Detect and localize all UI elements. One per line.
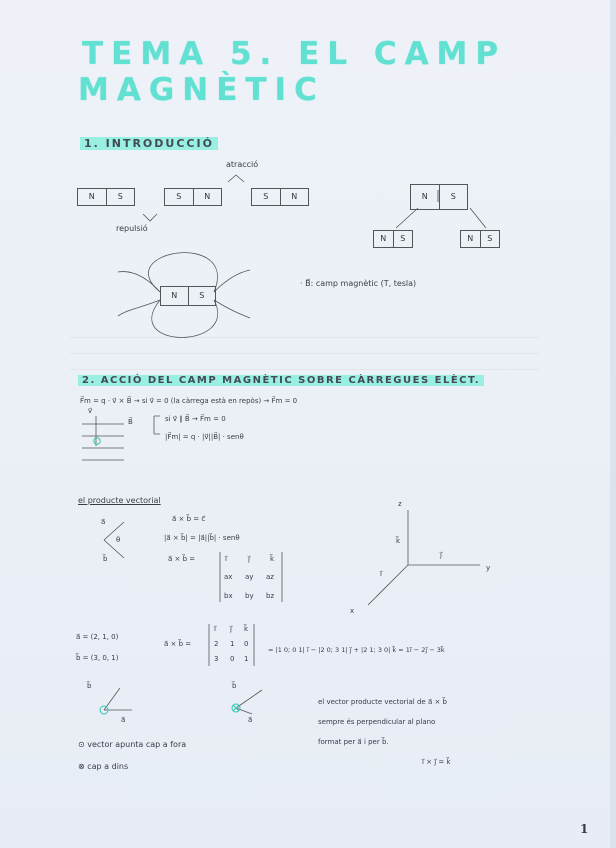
axis-x-label: x	[350, 607, 355, 615]
magnet-pole: S	[252, 189, 281, 205]
page-number: 1	[580, 822, 589, 836]
attraction-mark	[228, 175, 244, 182]
det-cell: 0	[244, 640, 249, 648]
magnet-pole: S	[450, 192, 456, 201]
det-cell: 0	[230, 655, 235, 663]
det-cell: 1	[244, 655, 249, 663]
axis-j-label: j⃗	[440, 551, 442, 559]
dot-out-icon	[94, 438, 100, 444]
legend-in: ⊗ cap a dins	[78, 762, 129, 771]
det-cell: 1	[230, 640, 235, 648]
det-cell: 3	[214, 655, 219, 663]
lorentz-formula: F⃗m = q · v⃗ × B⃗ → si v⃗ = 0 (la càrrega està en repòs) → F⃗m = 0	[80, 397, 298, 405]
field-line	[118, 300, 160, 316]
velocity-label: v⃗	[88, 407, 93, 415]
example-a: a⃗ = (2, 1, 0)	[76, 633, 119, 641]
det-cell: az	[266, 573, 274, 581]
magnet-pole: S	[199, 291, 205, 300]
force-modulus: |F⃗m| = q · |v⃗||B⃗| · senθ	[165, 433, 244, 441]
section2-heading: 2. ACCIÓ DEL CAMP MAGNÈTIC SOBRE CÀRREGUES ELÈCT.	[78, 375, 484, 386]
theta-label: θ	[116, 536, 121, 544]
det-cell: by	[245, 592, 254, 600]
det-cell: k⃗	[244, 625, 249, 633]
note-line1: el vector producte vectorial de a⃗ × b⃗	[318, 698, 447, 706]
legend-b-label: b⃗	[87, 682, 92, 690]
magnet-pole: N	[411, 185, 440, 209]
det-cell: k⃗	[270, 555, 275, 563]
cross-def: a⃗ × b⃗ = c⃗	[172, 515, 206, 523]
magnet-pole: S	[400, 234, 406, 243]
case-bracket	[154, 416, 160, 434]
magnet-pole: S	[487, 234, 493, 243]
field-note: · B⃗: camp magnètic (T, tesla)	[300, 279, 417, 288]
legend-b2-label: b⃗	[232, 682, 237, 690]
identity: i⃗ × j⃗ = k⃗	[422, 758, 451, 766]
field-line	[118, 272, 160, 292]
field-line	[152, 300, 218, 338]
field-line	[214, 300, 250, 318]
example-b: b⃗ = (3, 0, 1)	[76, 654, 119, 662]
note-line3: format per a⃗ i per b⃗.	[318, 738, 389, 746]
det-cell: 2	[214, 640, 219, 648]
page-title-line1: TEMA 5. EL CAMP	[82, 36, 507, 72]
det-cell: j⃗	[230, 625, 232, 633]
det-cell: j⃗	[248, 555, 250, 563]
vector-a-arrow	[104, 522, 124, 540]
cross-modulus: |a⃗ × b⃗| = |a⃗||b⃗| · senθ	[164, 534, 240, 542]
magnet-pole: N	[78, 189, 107, 205]
axis-y-label: y	[486, 564, 491, 572]
det-cell: bx	[224, 592, 233, 600]
det-cell: i⃗	[225, 555, 227, 563]
vector-b-label: b⃗	[103, 555, 108, 563]
field-line	[148, 253, 217, 292]
example-expansion: = |1 0; 0 1| i⃗ − |2 0; 3 1| j⃗ + |2 1; 3 0| k⃗ = 1i⃗ − 2j⃗ − 3k⃗	[268, 646, 445, 654]
parallel-case: si v⃗ ∥ B⃗ → F⃗m = 0	[165, 415, 226, 423]
magnet-pole: S	[117, 192, 123, 201]
note-line2: sempre és perpendicular al plano	[318, 718, 436, 726]
repulsion-label: repulsió	[116, 224, 148, 233]
magnet-pole: N	[291, 192, 298, 201]
vector-a-label: a⃗	[101, 518, 106, 526]
det-cell: ax	[224, 573, 233, 581]
magnet-pole: N	[204, 192, 211, 201]
magnet-pole: N	[461, 231, 481, 247]
axis-k-label: k⃗	[396, 537, 401, 545]
axis-x	[368, 565, 408, 605]
section1-heading: 1. INTRODUCCIÓ	[80, 137, 218, 150]
magnet-pole: S	[165, 189, 194, 205]
magnet-pole: N	[374, 231, 394, 247]
magnet-pole: N	[161, 287, 189, 305]
split-arrow-left	[396, 208, 418, 228]
det-cell: i⃗	[214, 625, 216, 633]
det-cell: ay	[245, 573, 254, 581]
page-title-line2: MAGNÈTIC	[78, 72, 325, 108]
axis-i-label: i⃗	[380, 570, 382, 578]
field-line	[214, 270, 250, 292]
det-cell: bz	[266, 592, 275, 600]
legend-out: ⊙ vector apunta cap a fora	[78, 740, 187, 749]
split-arrow-right	[470, 208, 486, 228]
repulsion-mark	[143, 214, 157, 221]
axis-z-label: z	[398, 500, 402, 508]
legend-b2-arrow	[236, 690, 262, 708]
legend-a-label: a⃗	[121, 716, 126, 724]
attraction-label: atracció	[226, 160, 259, 169]
example-lhs: a⃗ × b⃗ =	[164, 640, 192, 648]
legend-a2-label: a⃗	[248, 716, 253, 724]
vector-product-heading: el producte vectorial	[78, 496, 161, 505]
det-lhs: a⃗ × b⃗ =	[168, 555, 196, 563]
vector-b-arrow	[104, 540, 124, 558]
field-label: B⃗	[128, 418, 133, 426]
